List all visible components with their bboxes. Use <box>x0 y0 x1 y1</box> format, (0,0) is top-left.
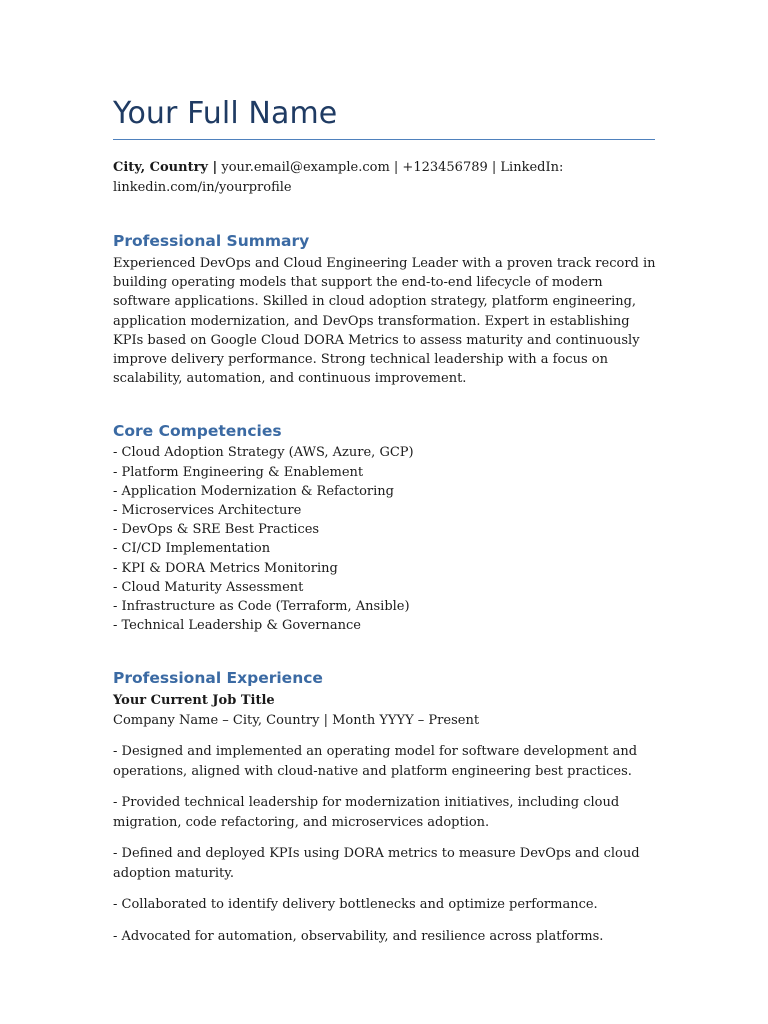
full-name: Your Full Name <box>113 96 338 131</box>
summary-text: Experienced DevOps and Cloud Engineering Leader with a proven track record in building operating models that support the end-to-end lifecycle of modern software applications. Skilled in cloud adoption strategy, platform engineering, application modernization, and DevOps transformation. Expert in establishing KPIs based on Google Cloud DORA Metrics to assess maturity and continuously improve delivery performance. Strong technical leadership with a focus on scalability, automation, and continuous improvement. <box>113 256 656 387</box>
contact-details: your.email@example.com | +123456789 | LinkedIn: linkedin.com/in/yourprofile <box>113 160 564 195</box>
job-meta: Company Name – City, Country | Month YYYY – Present <box>113 712 480 728</box>
experience-heading: Professional Experience <box>113 669 323 688</box>
list-item: - Designed and implemented an operating model for software development and operations, aligned with cloud-native and platform engineering best practices. <box>113 744 638 779</box>
title-divider <box>113 139 655 140</box>
contact-line <box>113 158 658 197</box>
job-title: Your Current Job Title <box>113 693 275 709</box>
list-item: - Infrastructure as Code (Terraform, Ansible) <box>113 599 410 615</box>
experience-bullets <box>113 742 658 946</box>
list-item: - CI/CD Implementation <box>113 541 271 557</box>
list-item: - Provided technical leadership for modernization initiatives, including cloud migration, code refactoring, and microservices adoption. <box>113 795 620 830</box>
summary-heading: Professional Summary <box>113 232 310 250</box>
resume-page <box>113 94 658 946</box>
list-item: - Application Modernization & Refactoring <box>113 483 394 499</box>
list-item: - Technical Leadership & Governance <box>113 618 361 634</box>
competencies-list <box>113 443 658 635</box>
list-item: - Collaborated to identify delivery bottlenecks and optimize performance. <box>113 897 598 913</box>
list-item: - Defined and deployed KPIs using DORA metrics to measure DevOps and cloud adoption maturity. <box>113 846 640 881</box>
list-item: - Advocated for automation, observability, and resilience across platforms. <box>113 928 604 944</box>
list-item: - Microservices Architecture <box>113 503 302 519</box>
list-item: - Platform Engineering & Enablement <box>113 464 364 480</box>
list-item: - Cloud Maturity Assessment <box>113 579 304 595</box>
list-item: - DevOps & SRE Best Practices <box>113 522 320 538</box>
list-item: - Cloud Adoption Strategy (AWS, Azure, GCP) <box>113 445 414 461</box>
competencies-heading: Core Competencies <box>113 422 282 441</box>
list-item: - KPI & DORA Metrics Monitoring <box>113 560 338 576</box>
contact-location: City, Country | <box>113 160 218 175</box>
